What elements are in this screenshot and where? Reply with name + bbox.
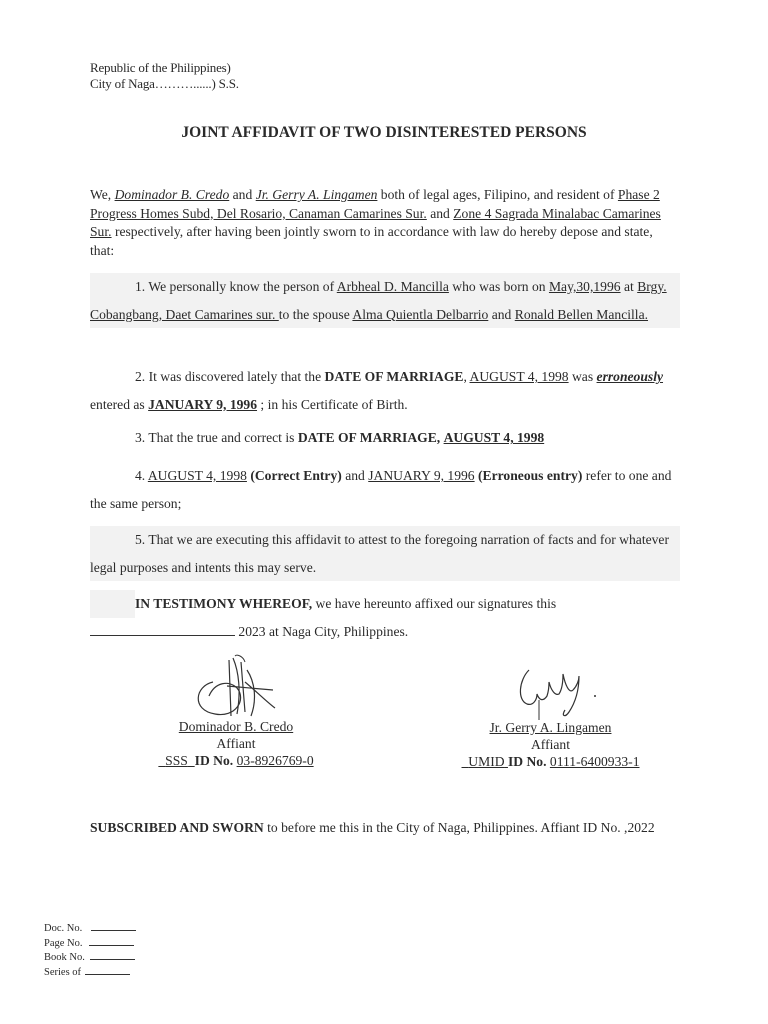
signatory-role: Affiant [216,736,256,751]
intro-text: both of legal ages, Filipino, and resident of [377,187,618,202]
signatory-2 [448,719,653,770]
item-text: was [568,369,597,384]
item-text: ; in his Certificate of Birth. [257,396,408,412]
intro-text: and [426,205,454,221]
notarial-register [44,921,136,979]
item-text: refer to one and the same person; [90,468,672,511]
intro-text: We, [90,187,115,202]
item-text: who was born on [448,279,549,294]
item-text: 4. [135,468,148,483]
jurat-paragraph [90,819,680,838]
erroneously-word: erroneously [596,369,664,384]
doc-no-label: Doc. No. [44,923,83,934]
book-no-line [44,950,136,965]
signatory-id-number: 0111-6400933-1 [549,754,640,769]
erroneous-date: JANUARY 9, 1996 [148,396,258,412]
affiant2-name: Jr. Gerry A. Lingamen [255,187,378,202]
doc-no-line [44,921,136,936]
item-text: and [488,306,515,322]
item-text: , [463,369,470,384]
item-text: 1. We personally know the person of [135,279,337,294]
testimony-label: IN TESTIMONY WHEREOF, [135,596,313,611]
correct-entry-label: (Correct Entry) [250,468,342,483]
signatory-name: Jr. Gerry A. Lingamen [489,720,612,735]
intro-text: respectively, after having been jointly sworn to in accordance with law do hereby depose and state, that: [90,224,653,258]
signatory-name: Dominador B. Credo [178,719,294,734]
affiant2-signature [515,660,605,720]
item-1-paragraph [90,273,680,328]
birth-date: May,30,1996 [548,279,621,294]
testimony-text: 2023 at Naga City, Philippines. [235,623,409,639]
document-title: JOINT AFFIDAVIT OF TWO DISINTERESTED PERSONS [181,124,587,141]
item-2-paragraph [90,363,680,418]
page-no-line [44,936,136,951]
signatory-id-type [158,753,194,768]
mother-name: Alma Quientla Delbarrio [352,306,489,322]
testimony-text: we have hereunto affixed our signatures this [312,596,557,611]
residence-2: Zone 4 Sagrada Minalabac Camarines Sur. [90,205,661,240]
item-text: 2. It was discovered lately that the [135,369,325,384]
item-text: and [341,468,369,483]
signatory-role: Affiant [530,737,570,752]
item-text: 3. That the true and correct is [135,430,298,445]
signatory-id-label: ID No. [507,754,547,769]
item-3-paragraph [90,428,680,448]
series-of-line [44,965,136,980]
signatory-1 [146,718,326,769]
father-name: Ronald Bellen Mancilla. [514,306,649,322]
signatory-id-type [462,754,508,769]
testimony-paragraph [90,590,680,645]
marriage-date-label: DATE OF MARRIAGE [324,369,464,384]
item-text: entered as [90,396,149,412]
book-no-label: Book No. [44,952,85,963]
subject-name: Arbheal D. Mancilla [336,279,449,294]
jurat-text: to before me this in the City of Naga, Philippines. Affiant ID No. ,2022 [263,820,655,835]
page-no-label: Page No. [44,937,83,949]
signatory-id-label: ID No. [194,753,234,768]
birth-place: Brgy. Cobangbang, Daet Camarines sur. [90,279,667,322]
marriage-date-label: DATE OF MARRIAGE, [297,430,441,445]
erroneous-entry-label: (Erroneous entry) [478,468,583,483]
item-5-paragraph: 5. That we are executing this affidavit to attest to the foregoing narration of facts and for whatever legal purposes and intents this may serve. [90,526,680,581]
affiant1-signature [185,652,285,720]
correct-marriage-date: AUGUST 4, 1998 [443,430,545,445]
id-type-text: UMID [468,754,505,769]
signatory-id-number: 03-8926769-0 [236,753,314,768]
venue-country: Republic of the Philippines) [90,60,231,75]
item-text: at [620,279,638,294]
item-4-paragraph [90,462,680,517]
intro-paragraph [90,186,680,260]
residence-1: Phase 2 Progress Homes Subd, Del Rosario, Canaman Camarines Sur. [90,187,660,221]
date-blank-line [90,623,235,636]
item-text: to the spouse [278,306,353,322]
intro-text: and [229,187,256,202]
series-of-label: Series of [44,966,82,978]
erroneous-date: JANUARY 9, 1996 [368,468,475,483]
jurat-label: SUBSCRIBED AND SWORN [90,820,264,835]
marriage-date: AUGUST 4, 1998 [469,369,569,384]
affiant1-name: Dominador B. Credo [114,187,230,202]
id-type-text: SSS [165,753,188,768]
correct-date: AUGUST 4, 1998 [147,468,247,483]
venue-city: City of Naga………......) S.S. [90,76,239,91]
